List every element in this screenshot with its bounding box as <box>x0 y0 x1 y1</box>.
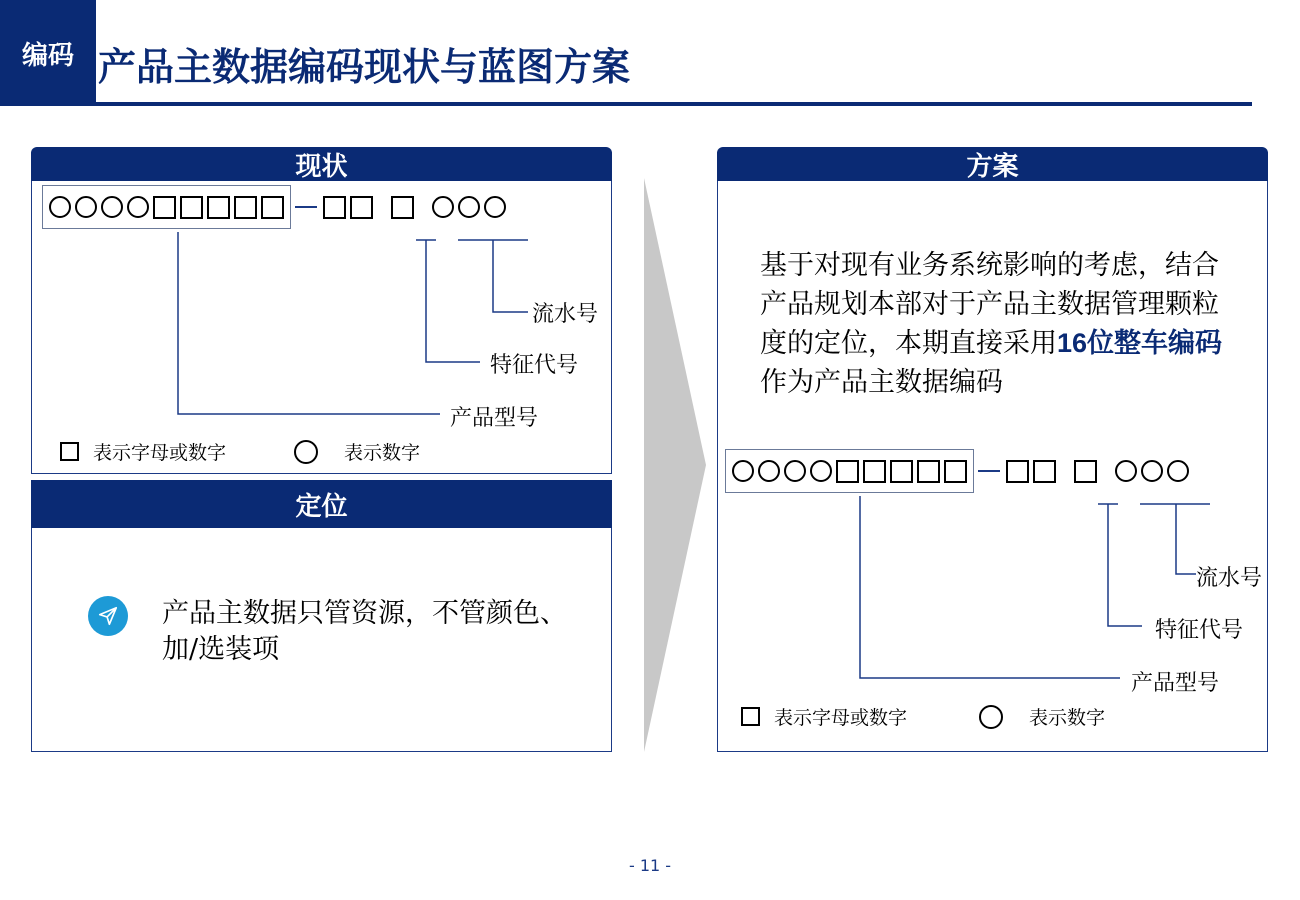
title-rule <box>52 102 1252 106</box>
plan-feature-label: 特征代号 <box>1155 618 1244 643</box>
square-symbol <box>391 196 414 219</box>
current-panel-header: 现状 <box>31 147 612 181</box>
legend-square-text: 表示字母或数字 <box>774 707 908 729</box>
square-symbol <box>863 460 886 483</box>
section-tag: 编码 <box>0 0 96 106</box>
plan-model-label: 产品型号 <box>1131 671 1220 696</box>
square-symbol <box>944 460 967 483</box>
current-code-format <box>42 187 508 227</box>
circle-symbol <box>484 196 506 218</box>
circle-symbol <box>49 196 71 218</box>
current-model-label: 产品型号 <box>450 406 539 431</box>
code-dash <box>295 206 317 208</box>
circle-symbol <box>732 460 754 482</box>
square-symbol <box>1074 460 1097 483</box>
square-symbol <box>890 460 913 483</box>
circle-symbol <box>1167 460 1189 482</box>
square-symbol <box>153 196 176 219</box>
plan-code-format <box>725 451 1191 491</box>
circle-symbol <box>127 196 149 218</box>
legend-circle-text: 表示数字 <box>1029 707 1106 729</box>
circle-symbol <box>75 196 97 218</box>
plan-legend <box>741 703 1105 730</box>
circle-symbol <box>101 196 123 218</box>
circle-symbol <box>1141 460 1163 482</box>
legend-circle-icon <box>979 705 1003 729</box>
positioning-panel-header: 定位 <box>31 480 612 528</box>
plan-highlight: 16位整车编码 <box>1057 328 1223 358</box>
square-symbol <box>836 460 859 483</box>
page-number: - 11 - <box>628 856 672 875</box>
legend-circle-icon <box>294 440 318 464</box>
square-symbol <box>350 196 373 219</box>
send-arrow-icon <box>88 596 128 636</box>
plan-serial-label: 流水号 <box>1196 566 1263 591</box>
square-symbol <box>261 196 284 219</box>
square-symbol <box>1033 460 1056 483</box>
current-serial-label: 流水号 <box>532 302 599 327</box>
plan-description-tail: 作为产品主数据编码 <box>760 367 1003 398</box>
circle-symbol <box>1115 460 1137 482</box>
current-feature-label: 特征代号 <box>490 353 579 378</box>
circle-symbol <box>458 196 480 218</box>
square-symbol <box>234 196 257 219</box>
legend-circle-text: 表示数字 <box>344 442 421 464</box>
legend-square-icon <box>60 442 79 461</box>
code-dash <box>978 470 1000 472</box>
square-symbol <box>323 196 346 219</box>
circle-symbol <box>432 196 454 218</box>
square-symbol <box>1006 460 1029 483</box>
plan-description-text: 基于对现有业务系统影响的考虑，结合产品规划本部对于产品主数据管理颗粒度的定位，本期直接采用 <box>760 250 1219 359</box>
square-symbol <box>180 196 203 219</box>
page-title: 产品主数据编码现状与蓝图方案 <box>98 45 631 89</box>
circle-symbol <box>784 460 806 482</box>
current-legend <box>60 438 420 465</box>
square-symbol <box>917 460 940 483</box>
transition-arrow-shape <box>644 178 708 752</box>
current-model-code-box <box>42 185 291 229</box>
circle-symbol <box>758 460 780 482</box>
plan-model-code-box <box>725 449 974 493</box>
plan-panel-header: 方案 <box>717 147 1268 181</box>
legend-square-icon <box>741 707 760 726</box>
square-symbol <box>207 196 230 219</box>
positioning-bullet-text: 产品主数据只管资源，不管颜色、加/选装项 <box>162 598 567 665</box>
circle-symbol <box>810 460 832 482</box>
plan-description <box>760 246 1230 402</box>
legend-square-text: 表示字母或数字 <box>93 442 227 464</box>
